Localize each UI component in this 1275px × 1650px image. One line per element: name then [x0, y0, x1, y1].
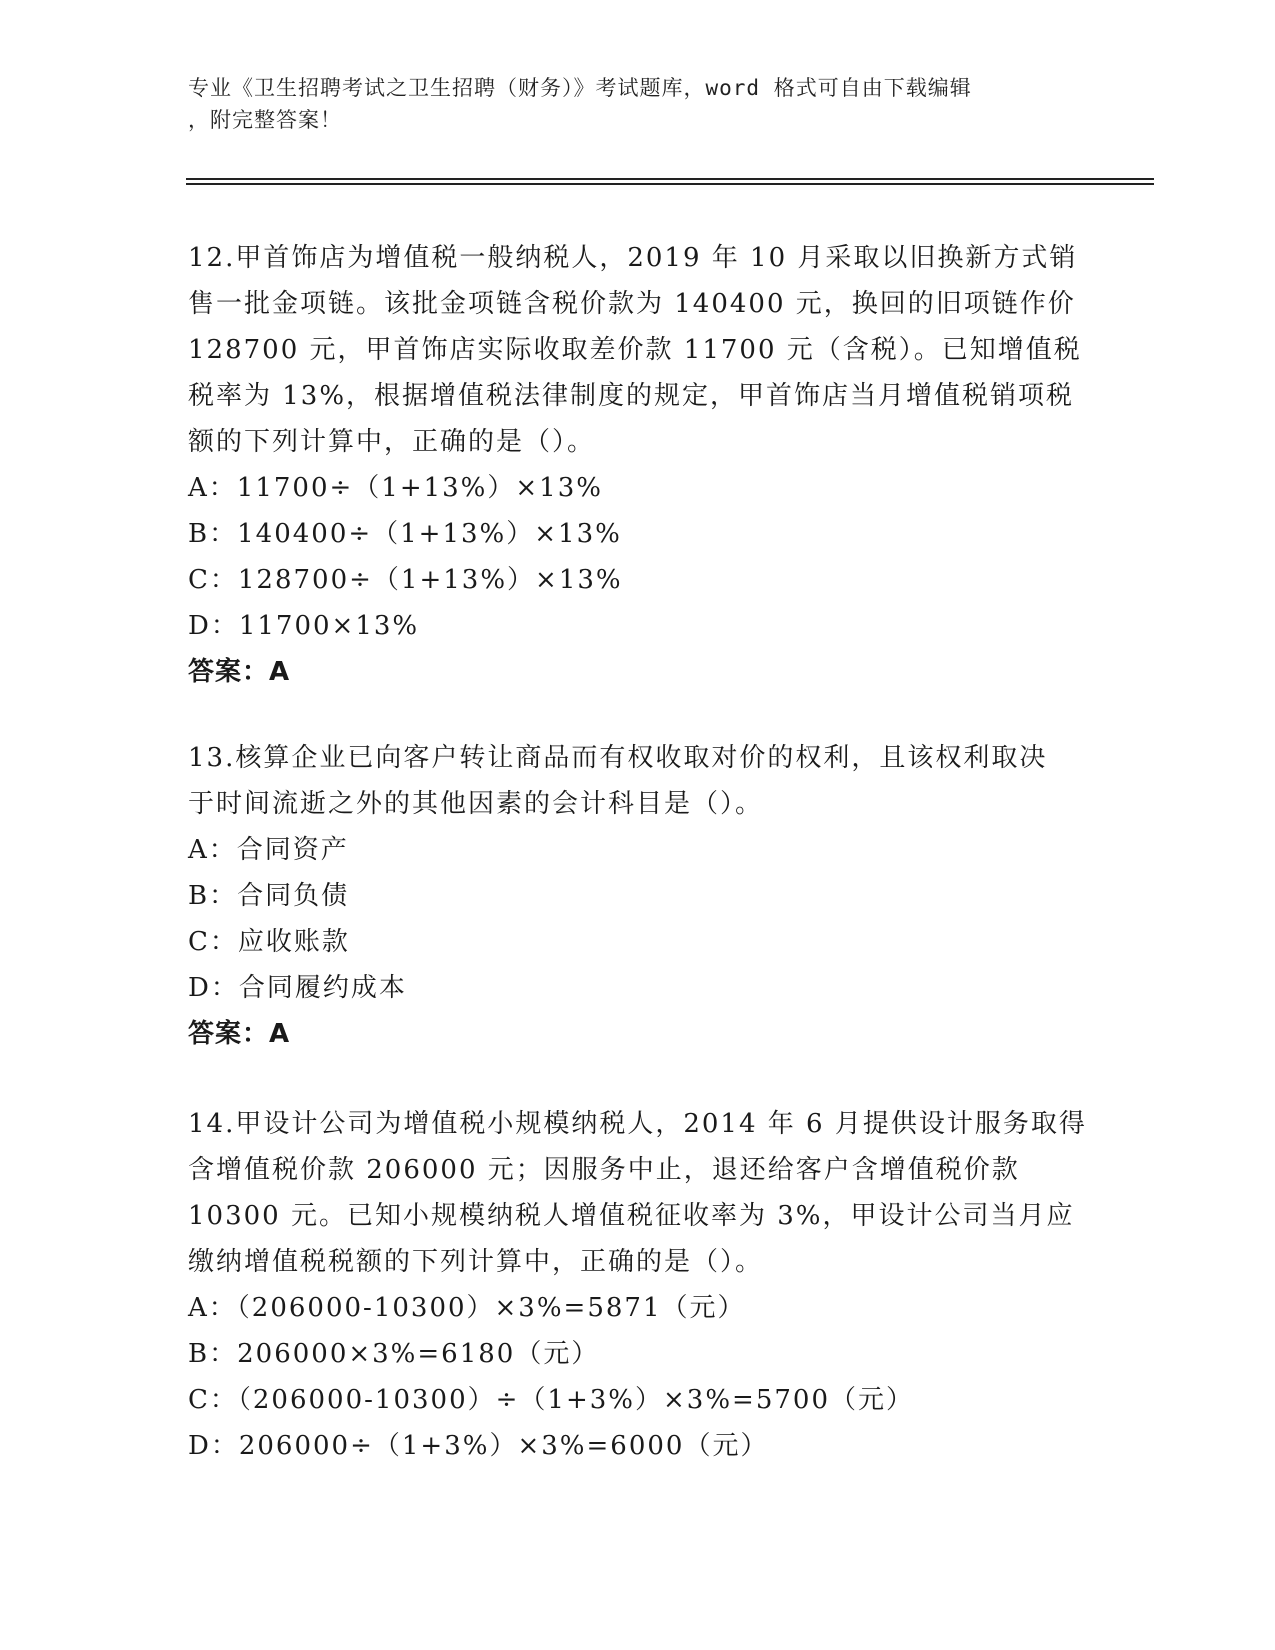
question-14: [188, 1101, 1088, 1469]
document-header: [188, 72, 1088, 136]
option-b: B：合同负债: [188, 881, 350, 911]
question-stem-line: 于时间流逝之外的其他因素的会计科目是（）。: [188, 789, 764, 819]
question-stem-line: 12.甲首饰店为增值税一般纳税人，2019 年 10 月采取以旧换新方式销: [188, 243, 1078, 273]
question-stem-line: 含增值税价款 206000 元；因服务中止，退还给客户含增值税价款: [188, 1155, 1020, 1185]
option-d: D：11700×13%: [188, 611, 420, 641]
question-stem-line: 13.核算企业已向客户转让商品而有权收取对价的权利，且该权利取决: [188, 743, 1048, 773]
header-line: ，附完整答案！: [188, 108, 342, 132]
question-stem-line: 128700 元，甲首饰店实际收取差价款 11700 元（含税）。已知增值税: [188, 335, 1082, 365]
option-c: C：应收账款: [188, 927, 350, 957]
option-a: A：合同资产: [188, 835, 349, 865]
option-a: A：11700÷（1+13%）×13%: [188, 473, 603, 503]
option-b: B：206000×3%=6180（元）: [188, 1339, 600, 1369]
question-stem-line: 售一批金项链。该批金项链含税价款为 140400 元，换回的旧项链作价: [188, 289, 1076, 319]
option-d: D：206000÷（1+3%）×3%=6000（元）: [188, 1431, 769, 1461]
header-divider: [186, 183, 1154, 185]
header-divider: [186, 178, 1154, 180]
question-stem-line: 缴纳增值税税额的下列计算中，正确的是（）。: [188, 1247, 764, 1277]
question-13: [188, 735, 1088, 1057]
question-stem-line: 14.甲设计公司为增值税小规模纳税人，2014 年 6 月提供设计服务取得: [188, 1109, 1087, 1139]
option-b: B：140400÷（1+13%）×13%: [188, 519, 622, 549]
option-c: C：128700÷（1+13%）×13%: [188, 565, 623, 595]
answer-label: 答案：A: [188, 657, 291, 687]
option-a: A：（206000-10300）×3%=5871（元）: [188, 1293, 746, 1323]
question-stem-line: 税率为 13%，根据增值税法律制度的规定，甲首饰店当月增值税销项税: [188, 381, 1075, 411]
option-d: D：合同履约成本: [188, 973, 407, 1003]
question-stem-line: 额的下列计算中，正确的是（）。: [188, 427, 596, 457]
question-stem-line: 10300 元。已知小规模纳税人增值税征收率为 3%，甲设计公司当月应: [188, 1201, 1075, 1231]
header-line: 专业《卫生招聘考试之卫生招聘（财务）》考试题库，word 格式可自由下载编辑: [188, 76, 972, 100]
question-12: [188, 235, 1088, 695]
option-c: C：（206000-10300）÷（1+3%）×3%=5700（元）: [188, 1385, 914, 1415]
answer-label: 答案：A: [188, 1019, 291, 1049]
